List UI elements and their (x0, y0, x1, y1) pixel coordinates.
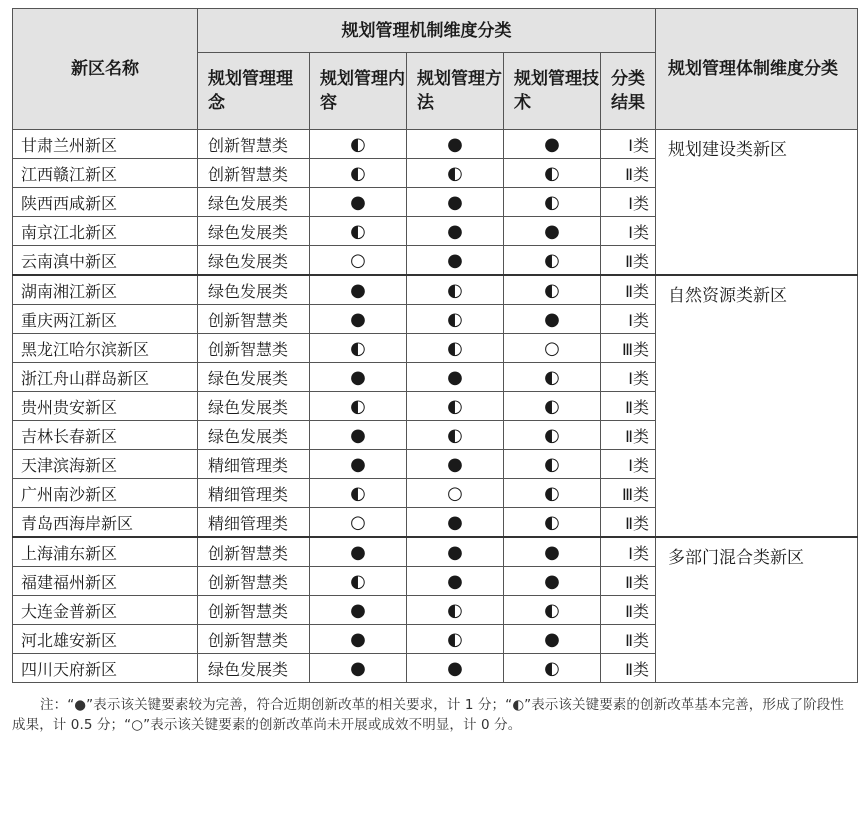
classification-result-cell: Ⅰ类 (601, 363, 656, 392)
classification-table-figure (12, 8, 857, 735)
classification-result-cell: Ⅱ类 (601, 421, 656, 450)
planning-method-cell: ● (407, 654, 504, 683)
district-name-cell: 湖南湘江新区 (13, 275, 198, 305)
classification-result-cell: Ⅱ类 (601, 246, 656, 276)
classification-result-cell: Ⅰ类 (601, 305, 656, 334)
planning-idea-cell: 绿色发展类 (198, 363, 310, 392)
table-row (13, 130, 858, 159)
planning-idea-cell: 创新智慧类 (198, 130, 310, 159)
planning-content-cell: ○ (310, 246, 407, 276)
district-name-cell: 天津滨海新区 (13, 450, 198, 479)
table-header (13, 9, 858, 130)
planning-idea-cell: 绿色发展类 (198, 188, 310, 217)
classification-result-cell: Ⅲ类 (601, 334, 656, 363)
system-dimension-group-cell: 规划建设类新区 (656, 130, 858, 276)
planning-technology-cell: ● (504, 217, 601, 246)
planning-technology-cell: ◐ (504, 654, 601, 683)
classification-result-cell: Ⅱ类 (601, 596, 656, 625)
classification-result-cell: Ⅰ类 (601, 188, 656, 217)
district-name-cell: 陕西西咸新区 (13, 188, 198, 217)
planning-content-cell: ● (310, 625, 407, 654)
table-row (13, 275, 858, 305)
planning-technology-cell: ◐ (504, 159, 601, 188)
planning-technology-cell: ◐ (504, 479, 601, 508)
header-mechanism-dimension: 规划管理机制维度分类 (198, 9, 656, 53)
system-dimension-group-cell: 多部门混合类新区 (656, 537, 858, 683)
planning-method-cell: ◐ (407, 334, 504, 363)
district-name-cell: 吉林长春新区 (13, 421, 198, 450)
planning-method-cell: ◐ (407, 421, 504, 450)
planning-content-cell: ● (310, 596, 407, 625)
district-name-cell: 广州南沙新区 (13, 479, 198, 508)
planning-method-cell: ● (407, 450, 504, 479)
system-dimension-group-cell: 自然资源类新区 (656, 275, 858, 537)
district-name-cell: 江西赣江新区 (13, 159, 198, 188)
planning-idea-cell: 绿色发展类 (198, 392, 310, 421)
district-name-cell: 福建福州新区 (13, 567, 198, 596)
planning-idea-cell: 绿色发展类 (198, 217, 310, 246)
planning-method-cell: ◐ (407, 305, 504, 334)
planning-technology-cell: ○ (504, 334, 601, 363)
planning-technology-cell: ◐ (504, 392, 601, 421)
planning-content-cell: ● (310, 275, 407, 305)
planning-idea-cell: 绿色发展类 (198, 654, 310, 683)
planning-technology-cell: ● (504, 625, 601, 654)
planning-idea-cell: 精细管理类 (198, 479, 310, 508)
header-planning-idea: 规划管理理念 (198, 53, 310, 130)
header-planning-content: 规划管理内容 (310, 53, 407, 130)
planning-method-cell: ● (407, 188, 504, 217)
header-planning-technology: 规划管理技术 (504, 53, 601, 130)
planning-content-cell: ◐ (310, 567, 407, 596)
classification-result-cell: Ⅰ类 (601, 217, 656, 246)
planning-method-cell: ◐ (407, 596, 504, 625)
planning-content-cell: ◐ (310, 130, 407, 159)
classification-result-cell: Ⅱ类 (601, 654, 656, 683)
classification-result-cell: Ⅱ类 (601, 567, 656, 596)
planning-technology-cell: ● (504, 130, 601, 159)
header-district-name: 新区名称 (13, 9, 198, 130)
planning-idea-cell: 创新智慧类 (198, 596, 310, 625)
classification-result-cell: Ⅱ类 (601, 392, 656, 421)
planning-idea-cell: 精细管理类 (198, 450, 310, 479)
header-planning-method: 规划管理方法 (407, 53, 504, 130)
classification-result-cell: Ⅱ类 (601, 159, 656, 188)
planning-idea-cell: 创新智慧类 (198, 334, 310, 363)
classification-result-cell: Ⅰ类 (601, 537, 656, 567)
planning-technology-cell: ◐ (504, 421, 601, 450)
planning-content-cell: ● (310, 363, 407, 392)
planning-idea-cell: 精细管理类 (198, 508, 310, 538)
header-classification-result: 分类结果 (601, 53, 656, 130)
planning-content-cell: ◐ (310, 217, 407, 246)
planning-idea-cell: 创新智慧类 (198, 625, 310, 654)
table-note: 注：“●”表示该关键要素较为完善，符合近期创新改革的相关要求，计 1 分；“◐”表示该关键要素的创新改革基本完善，形成了阶段性成果，计 0.5 分；“○”表示该关键要素的创新改革尚未开展或成效不明显，计 0 分。 (12, 697, 845, 733)
classification-result-cell: Ⅰ类 (601, 130, 656, 159)
district-name-cell: 大连金普新区 (13, 596, 198, 625)
planning-technology-cell: ◐ (504, 450, 601, 479)
planning-technology-cell: ● (504, 567, 601, 596)
planning-content-cell: ◐ (310, 159, 407, 188)
district-name-cell: 四川天府新区 (13, 654, 198, 683)
planning-content-cell: ● (310, 537, 407, 567)
planning-technology-cell: ● (504, 537, 601, 567)
planning-technology-cell: ◐ (504, 188, 601, 217)
table-body (13, 130, 858, 683)
planning-technology-cell: ◐ (504, 246, 601, 276)
planning-content-cell: ● (310, 421, 407, 450)
planning-method-cell: ● (407, 130, 504, 159)
planning-method-cell: ● (407, 217, 504, 246)
planning-technology-cell: ● (504, 305, 601, 334)
planning-idea-cell: 绿色发展类 (198, 275, 310, 305)
classification-table (12, 8, 858, 683)
planning-method-cell: ● (407, 363, 504, 392)
planning-method-cell: ● (407, 246, 504, 276)
planning-idea-cell: 创新智慧类 (198, 305, 310, 334)
district-name-cell: 浙江舟山群岛新区 (13, 363, 198, 392)
classification-result-cell: Ⅰ类 (601, 450, 656, 479)
district-name-cell: 黑龙江哈尔滨新区 (13, 334, 198, 363)
planning-technology-cell: ◐ (504, 596, 601, 625)
planning-technology-cell: ◐ (504, 508, 601, 538)
district-name-cell: 青岛西海岸新区 (13, 508, 198, 538)
classification-result-cell: Ⅱ类 (601, 625, 656, 654)
planning-content-cell: ◐ (310, 392, 407, 421)
district-name-cell: 贵州贵安新区 (13, 392, 198, 421)
planning-content-cell: ● (310, 305, 407, 334)
district-name-cell: 河北雄安新区 (13, 625, 198, 654)
classification-result-cell: Ⅲ类 (601, 479, 656, 508)
planning-method-cell: ◐ (407, 275, 504, 305)
planning-content-cell: ○ (310, 508, 407, 538)
planning-method-cell: ● (407, 508, 504, 538)
planning-content-cell: ● (310, 188, 407, 217)
planning-method-cell: ◐ (407, 159, 504, 188)
district-name-cell: 云南滇中新区 (13, 246, 198, 276)
classification-result-cell: Ⅱ类 (601, 275, 656, 305)
planning-method-cell: ○ (407, 479, 504, 508)
planning-technology-cell: ◐ (504, 275, 601, 305)
classification-result-cell: Ⅱ类 (601, 508, 656, 538)
planning-method-cell: ◐ (407, 625, 504, 654)
planning-idea-cell: 创新智慧类 (198, 567, 310, 596)
header-system-dimension: 规划管理体制维度分类 (656, 9, 858, 130)
district-name-cell: 南京江北新区 (13, 217, 198, 246)
planning-idea-cell: 创新智慧类 (198, 159, 310, 188)
district-name-cell: 甘肃兰州新区 (13, 130, 198, 159)
planning-method-cell: ● (407, 537, 504, 567)
table-row (13, 537, 858, 567)
district-name-cell: 上海浦东新区 (13, 537, 198, 567)
planning-content-cell: ◐ (310, 334, 407, 363)
planning-technology-cell: ◐ (504, 363, 601, 392)
planning-content-cell: ● (310, 450, 407, 479)
district-name-cell: 重庆两江新区 (13, 305, 198, 334)
planning-content-cell: ◐ (310, 479, 407, 508)
planning-content-cell: ● (310, 654, 407, 683)
planning-idea-cell: 绿色发展类 (198, 246, 310, 276)
planning-method-cell: ◐ (407, 392, 504, 421)
planning-idea-cell: 创新智慧类 (198, 537, 310, 567)
planning-idea-cell: 绿色发展类 (198, 421, 310, 450)
planning-method-cell: ● (407, 567, 504, 596)
